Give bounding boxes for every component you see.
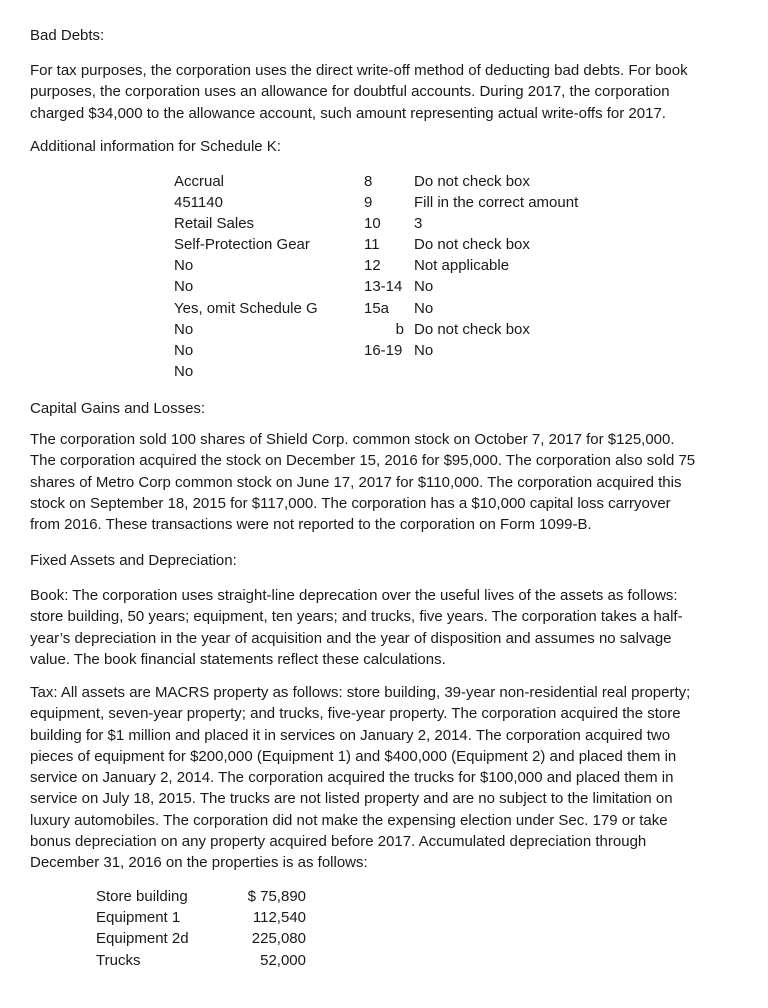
item-number: b	[395, 320, 404, 338]
item-value: No	[174, 278, 194, 296]
item-value: Yes, omit Schedule G	[174, 299, 318, 317]
book-depreciation-paragraph	[30, 585, 746, 670]
item-value: No	[414, 278, 434, 296]
paragraph-line: equipment, seven-year property; and trucks, five-year property. The corporation acquired the store	[30, 705, 681, 723]
item-value: 3	[414, 215, 423, 233]
item-value: Do not check box	[414, 320, 530, 338]
asset-amount: 52,000	[260, 951, 306, 969]
asset-name: Store building	[96, 888, 188, 905]
item-number: 10	[364, 215, 381, 233]
paragraph-line: purposes, the corporation uses an allowance for doubtful accounts. During 2017, the corporation	[30, 83, 670, 101]
paragraph-line: Tax: All assets are MACRS property as follows: store building, 39-year non-residential real property;	[30, 684, 691, 701]
asset-amount: 225,080	[251, 930, 306, 948]
item-number: 9	[364, 194, 373, 212]
item-number: 8	[364, 173, 373, 190]
paragraph-line: The corporation sold 100 shares of Shield Corp. common stock on October 7, 2017 for $125,000.	[30, 431, 675, 448]
paragraph-line: value. The book financial statements reflect these calculations.	[30, 650, 446, 668]
item-value: Do not check box	[414, 236, 530, 254]
paragraph-line: bonus depreciation on any property acquired before 2017. Accumulated depreciation through	[30, 833, 647, 851]
bad-debts-paragraph	[30, 60, 746, 124]
item-value: Self-Protection Gear	[174, 236, 310, 254]
item-value: No	[414, 299, 434, 317]
paragraph-line: The corporation acquired the stock on December 15, 2016 for $95,000. The corporation also sold 75	[30, 452, 696, 470]
schedule-k-heading: Additional information for Schedule K:	[30, 138, 281, 155]
paragraph-line: December 31, 2016 on the properties is as follows:	[30, 854, 368, 872]
item-value: Do not check box	[414, 173, 530, 190]
paragraph-line: service on January 2, 2014. The corporation acquired the trucks for $100,000 and placed them in	[30, 769, 674, 787]
asset-amount: 112,540	[252, 909, 306, 927]
capital-gains-heading: Capital Gains and Losses:	[30, 400, 206, 417]
asset-amount: $ 75,890	[247, 888, 306, 905]
item-value: Not applicable	[414, 257, 510, 275]
asset-name: Trucks	[96, 951, 141, 969]
paragraph-line: luxury automobiles. The corporation did not make the expensing election under Sec. 179 or take	[30, 811, 668, 829]
item-value: No	[414, 341, 434, 359]
paragraph-line: building for $1 million and placed it in services on January 2, 2014. The corporation acquired two	[30, 726, 671, 744]
paragraph-line: For tax purposes, the corporation uses the direct write-off method of deducting bad debts. For book	[30, 62, 688, 79]
item-value: Accrual	[174, 173, 225, 190]
paragraph-line: Book: The corporation uses straight-line deprecation over the useful lives of the assets as follows:	[30, 587, 678, 604]
item-value: No	[174, 341, 194, 359]
item-value: Retail Sales	[174, 215, 255, 233]
paragraph-line: store building, 50 years; equipment, ten years; and trucks, five years. The corporation takes a half-	[30, 608, 683, 626]
item-number: 12	[364, 257, 381, 275]
item-number: 15a	[364, 299, 390, 317]
asset-name: Equipment 2d	[96, 930, 189, 948]
item-value: No	[174, 257, 194, 275]
item-number: 13-14	[364, 278, 403, 296]
fixed-assets-heading: Fixed Assets and Depreciation:	[30, 552, 237, 569]
paragraph-line: stock on September 18, 2015 for $117,000. The corporation has a $10,000 capital loss carryover	[30, 494, 671, 512]
paragraph-line: year’s depreciation in the year of acquisition and the year of disposition and assumes no salvage	[30, 629, 672, 647]
item-value: Fill in the correct amount	[414, 194, 579, 212]
paragraph-line: from 2016. These transactions were not reported to the corporation on Form 1099-B.	[30, 516, 592, 534]
item-value: No	[174, 362, 194, 380]
paragraph-line: shares of Metro Corp common stock on June 17, 2017 for $110,000. The corporation acquired this	[30, 473, 682, 491]
item-number: 16-19	[364, 341, 403, 359]
tax-depreciation-paragraph	[30, 682, 746, 874]
paragraph-line: pieces of equipment for $200,000 (Equipment 1) and $400,000 (Equipment 2) and placed them in	[30, 747, 677, 765]
item-value: 451140	[174, 194, 223, 212]
asset-name: Equipment 1	[96, 909, 181, 927]
item-number: 11	[364, 236, 380, 254]
capital-gains-paragraph	[30, 429, 746, 535]
item-value: No	[174, 320, 194, 338]
paragraph-line: service on July 18, 2015. The trucks are not listed property and are no subject to the limitation on	[30, 790, 673, 808]
paragraph-line: charged $34,000 to the allowance account, such amount representing actual write-offs for 2017.	[30, 104, 666, 122]
bad-debts-heading: Bad Debts:	[30, 27, 105, 44]
